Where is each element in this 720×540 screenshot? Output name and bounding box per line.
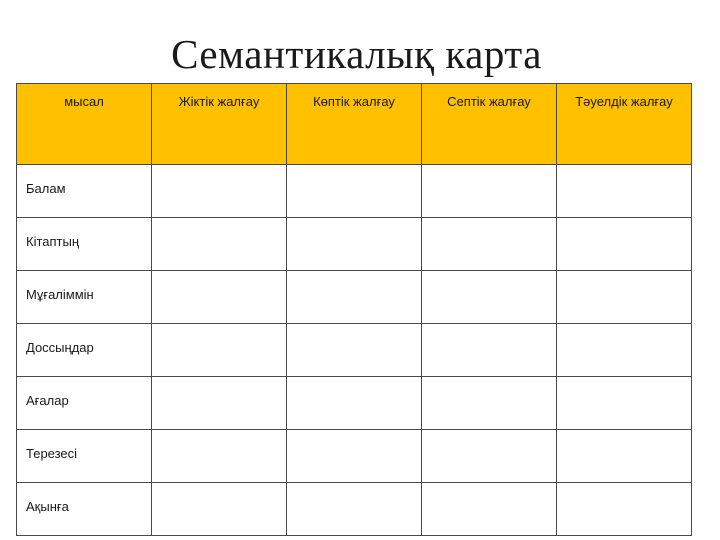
example-word: Мұғаліммін bbox=[17, 271, 152, 324]
table-row bbox=[17, 165, 692, 218]
table-cell bbox=[287, 324, 422, 377]
table-cell bbox=[422, 377, 557, 430]
table-row bbox=[17, 324, 692, 377]
table-cell bbox=[557, 377, 692, 430]
header-personal-ending: Жіктік жалғау bbox=[152, 84, 287, 165]
header-plural-ending: Көптік жалғау bbox=[287, 84, 422, 165]
table-cell bbox=[557, 271, 692, 324]
example-word: Терезесі bbox=[17, 430, 152, 483]
table-header bbox=[17, 84, 692, 165]
table-cell bbox=[152, 377, 287, 430]
table-cell bbox=[152, 271, 287, 324]
table-cell bbox=[287, 430, 422, 483]
table-cell bbox=[422, 324, 557, 377]
table-cell bbox=[287, 218, 422, 271]
example-word: Кітаптың bbox=[17, 218, 152, 271]
table-row bbox=[17, 430, 692, 483]
example-word: Балам bbox=[17, 165, 152, 218]
table-body bbox=[17, 165, 692, 536]
table-cell bbox=[422, 483, 557, 536]
table-row bbox=[17, 377, 692, 430]
example-word: Ағалар bbox=[17, 377, 152, 430]
header-row bbox=[17, 84, 692, 165]
table-cell bbox=[152, 165, 287, 218]
slide-title: Семантикалық карта bbox=[171, 31, 542, 77]
table-cell bbox=[557, 218, 692, 271]
table-cell bbox=[557, 430, 692, 483]
table-cell bbox=[557, 324, 692, 377]
table-cell bbox=[287, 165, 422, 218]
table-cell bbox=[422, 430, 557, 483]
header-case-ending: Септік жалғау bbox=[422, 84, 557, 165]
header-possessive-ending: Тәуелдік жалғау bbox=[557, 84, 692, 165]
table-cell bbox=[557, 165, 692, 218]
table-cell bbox=[152, 218, 287, 271]
table-cell bbox=[287, 377, 422, 430]
table-cell bbox=[152, 430, 287, 483]
table-row bbox=[17, 483, 692, 536]
table-row bbox=[17, 218, 692, 271]
semantic-map-table bbox=[16, 83, 692, 536]
table-cell bbox=[422, 218, 557, 271]
table-cell bbox=[152, 483, 287, 536]
table-cell bbox=[287, 271, 422, 324]
table-cell bbox=[422, 165, 557, 218]
example-word: Ақынға bbox=[17, 483, 152, 536]
table-cell bbox=[557, 483, 692, 536]
table-cell bbox=[152, 324, 287, 377]
table-cell bbox=[287, 483, 422, 536]
table-row bbox=[17, 271, 692, 324]
table-cell bbox=[422, 271, 557, 324]
header-example: мысал bbox=[17, 84, 152, 165]
example-word: Доссыңдар bbox=[17, 324, 152, 377]
